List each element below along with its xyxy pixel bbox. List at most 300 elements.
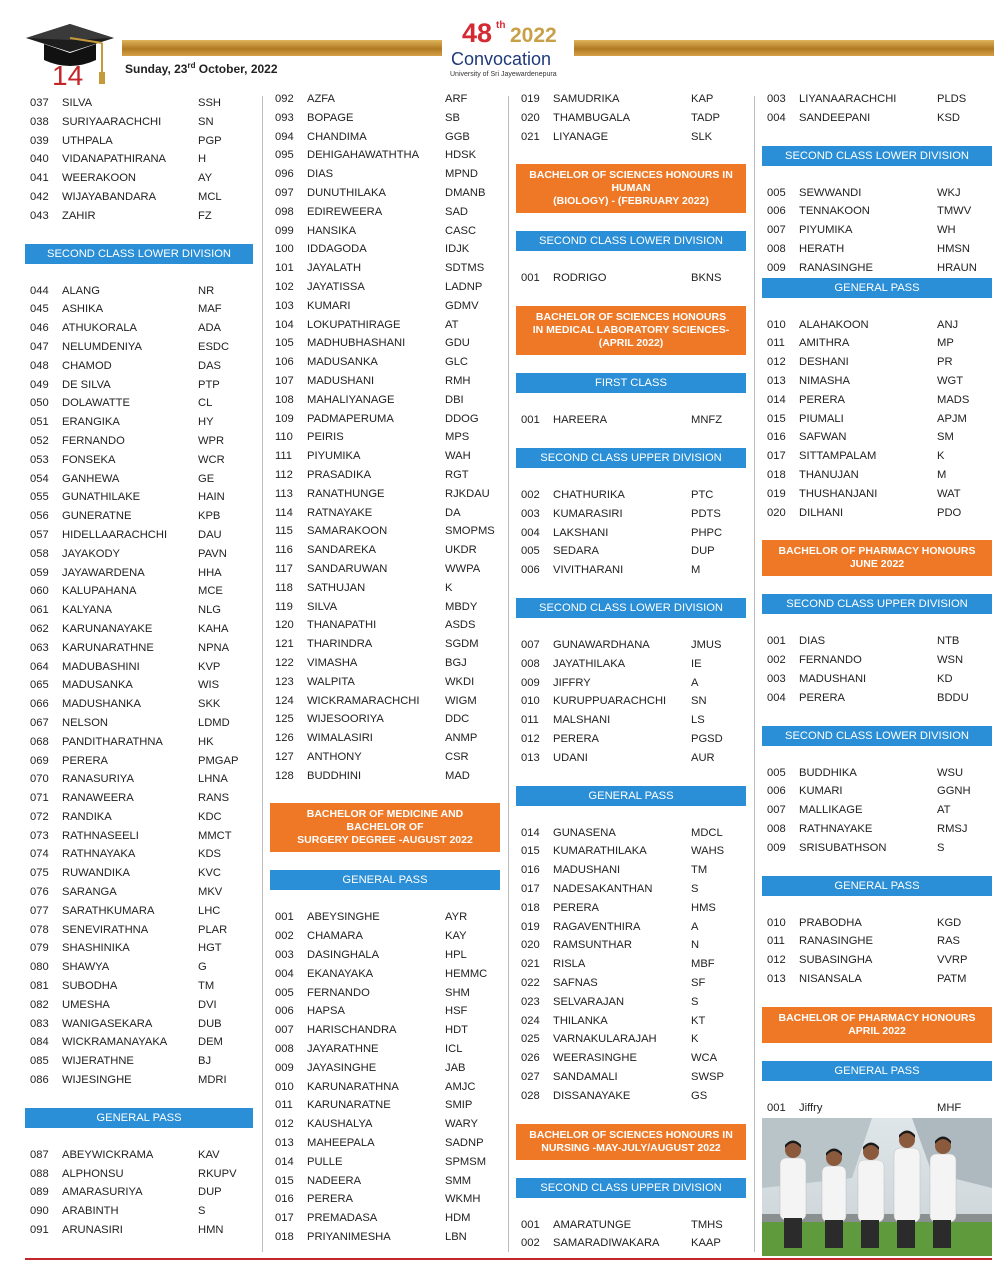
initials: PTC	[691, 488, 714, 501]
serial-number: 014	[275, 1155, 294, 1168]
serial-number: 007	[275, 1024, 294, 1037]
initials: HMSN	[937, 242, 970, 255]
degree-heading-line: SURGERY DEGREE -AUGUST 2022	[297, 834, 473, 847]
initials: GDU	[445, 337, 470, 350]
initials: HPL	[445, 949, 467, 962]
serial-number: 074	[30, 848, 49, 861]
list-item	[25, 132, 253, 151]
surname: MALLIKAGE	[799, 804, 863, 817]
surname: WICKRAMARACHCHI	[307, 694, 420, 707]
serial-number: 107	[275, 374, 294, 387]
serial-number: 005	[275, 986, 294, 999]
serial-number: 007	[767, 804, 786, 817]
surname: NELUMDENIYA	[62, 340, 142, 353]
surname: GUNATHILAKE	[62, 491, 141, 504]
list-item	[762, 353, 992, 372]
serial-number: 113	[275, 487, 293, 500]
surname: ALAHAKOON	[799, 318, 869, 331]
list-item	[516, 561, 746, 580]
serial-number: 052	[30, 434, 49, 447]
surname: HERATH	[799, 242, 845, 255]
surname: AMARATUNGE	[553, 1218, 632, 1231]
list-item	[270, 908, 500, 927]
surname: PIYUMIKA	[799, 224, 853, 237]
footer-rule	[25, 1258, 992, 1260]
serial-number: 016	[275, 1193, 294, 1206]
surname: JAYAWARDENA	[62, 566, 145, 579]
surname: ASHIKA	[62, 303, 104, 316]
section-heading: SECOND CLASS UPPER DIVISION	[516, 448, 746, 468]
surname: RANASINGHE	[799, 261, 873, 274]
surname: KAUSHALYA	[307, 1118, 373, 1131]
serial-number: 127	[275, 750, 294, 763]
initials: IDJK	[445, 243, 470, 256]
surname: NISANSALA	[799, 972, 862, 985]
surname: SENEVIRATHNA	[62, 923, 149, 936]
list-item	[762, 372, 992, 391]
surname: SARATHKUMARA	[62, 904, 155, 917]
serial-number: 001	[521, 1218, 540, 1231]
initials: WCA	[691, 1052, 718, 1065]
serial-number: 081	[30, 980, 49, 993]
initials: AT	[937, 804, 951, 817]
initials: MKV	[198, 886, 223, 899]
list-item	[25, 902, 253, 921]
graduate-list	[516, 269, 746, 288]
list-item	[516, 269, 746, 288]
serial-number: 104	[275, 318, 294, 331]
list-item	[25, 977, 253, 996]
surname: SHAWYA	[62, 961, 110, 974]
surname: RANASURIYA	[62, 773, 134, 786]
list-item	[270, 165, 500, 184]
list-item	[270, 598, 500, 617]
surname: LOKUPATHIRAGE	[307, 318, 401, 331]
list-item	[25, 845, 253, 864]
serial-number: 008	[521, 657, 540, 670]
list-item	[25, 752, 253, 771]
surname: WALPITA	[307, 675, 355, 688]
initials: DAS	[198, 359, 222, 372]
initials: AMJC	[445, 1080, 476, 1093]
serial-number: 075	[30, 867, 49, 880]
list-item	[25, 394, 253, 413]
list-item	[25, 639, 253, 658]
serial-number: 090	[30, 1205, 49, 1218]
list-item	[270, 522, 500, 541]
serial-number: 098	[275, 205, 294, 218]
initials: KGD	[937, 916, 962, 929]
list-item	[25, 714, 253, 733]
serial-number: 018	[521, 901, 540, 914]
serial-number: 001	[275, 911, 294, 924]
initials: SMIP	[445, 1099, 473, 1112]
list-item	[516, 486, 746, 505]
initials: SAD	[445, 205, 469, 218]
list-item	[762, 259, 992, 278]
list-item	[25, 958, 253, 977]
list-item	[516, 1216, 746, 1235]
list-item	[762, 932, 992, 951]
serial-number: 012	[767, 954, 786, 967]
serial-number: 083	[30, 1017, 49, 1030]
surname: DILHANI	[799, 506, 844, 519]
surname: RAMSUNTHAR	[553, 939, 632, 952]
serial-number: 120	[275, 619, 294, 632]
surname: KALYANA	[62, 604, 112, 617]
initials: MBDY	[445, 600, 478, 613]
surname: VIVITHARANI	[553, 564, 624, 577]
initials: ESDC	[198, 340, 230, 353]
surname: PRABODHA	[799, 916, 862, 929]
graduate-list	[25, 282, 253, 1090]
serial-number: 005	[767, 766, 786, 779]
surname: ERANGIKA	[62, 416, 120, 429]
surname: RATHNAYAKE	[799, 822, 873, 835]
initials: S	[691, 995, 699, 1008]
serial-number: 019	[767, 487, 786, 500]
initials: WSN	[937, 654, 964, 667]
initials: BJ	[198, 1055, 212, 1068]
list-item	[516, 636, 746, 655]
serial-number: 068	[30, 735, 49, 748]
initials: RANS	[198, 792, 230, 805]
list-item	[270, 710, 500, 729]
initials: KDC	[198, 810, 222, 823]
initials: LADNP	[445, 280, 483, 293]
initials: WKDI	[445, 675, 475, 688]
serial-number: 009	[767, 261, 786, 274]
serial-number: 010	[767, 916, 786, 929]
surname: IDDAGODA	[307, 243, 367, 256]
list-item	[270, 616, 500, 635]
list-item	[25, 1165, 253, 1184]
list-item	[270, 729, 500, 748]
initials: MNFZ	[691, 414, 723, 427]
serial-number: 095	[275, 149, 294, 162]
list-item	[270, 90, 500, 109]
serial-number: 014	[521, 826, 540, 839]
initials: DUP	[691, 545, 715, 558]
surname: AZFA	[307, 93, 335, 105]
initials: DVI	[198, 998, 217, 1011]
serial-number: 012	[767, 356, 786, 369]
initials: ANJ	[937, 318, 959, 331]
graduate-list	[516, 636, 746, 768]
initials: DUP	[198, 1186, 222, 1199]
serial-number: 096	[275, 168, 294, 181]
list-item	[25, 207, 253, 226]
list-item	[25, 808, 253, 827]
graduate-list	[270, 90, 500, 785]
serial-number: 093	[275, 111, 294, 124]
serial-number: 039	[30, 134, 49, 147]
list-item	[762, 466, 992, 485]
serial-number: 071	[30, 792, 49, 805]
initials: HDM	[445, 1212, 471, 1225]
initials: GGNH	[937, 785, 971, 798]
list-item	[25, 1202, 253, 1221]
serial-number: 091	[30, 1224, 49, 1237]
serial-number: 078	[30, 923, 49, 936]
surname: FERNANDO	[62, 434, 125, 447]
list-item	[25, 921, 253, 940]
surname: PULLE	[307, 1155, 343, 1168]
serial-number: 097	[275, 186, 294, 199]
list-item	[516, 1234, 746, 1253]
surname: ALPHONSU	[62, 1167, 124, 1180]
serial-number: 051	[30, 416, 49, 429]
list-item	[762, 334, 992, 353]
initials: ADA	[198, 322, 222, 335]
list-item	[25, 188, 253, 207]
serial-number: 124	[275, 694, 294, 707]
surname: HANSIKA	[307, 224, 357, 237]
initials: PAVN	[198, 547, 227, 560]
surname: FERNANDO	[799, 654, 862, 667]
surname: DIAS	[307, 168, 334, 181]
surname: DEHIGAHAWATHTHA	[307, 149, 420, 162]
surname: RATHNASEELI	[62, 829, 139, 842]
surname: SRISUBATHSON	[799, 841, 887, 854]
list-item	[25, 770, 253, 789]
serial-number: 025	[521, 1033, 540, 1046]
initials: HSF	[445, 1005, 468, 1018]
serial-number: 047	[30, 340, 49, 353]
surname: MAHALIYANAGE	[307, 393, 395, 406]
initials: HMS	[691, 901, 716, 914]
serial-number: 049	[30, 378, 49, 391]
initials: ASDS	[445, 619, 476, 632]
serial-number: 009	[275, 1061, 294, 1074]
initials: DUB	[198, 1017, 222, 1030]
serial-number: 118	[275, 581, 293, 594]
surname: JAYAKODY	[62, 547, 121, 560]
list-item	[516, 128, 746, 147]
list-item	[762, 447, 992, 466]
serial-number: 017	[767, 450, 786, 463]
list-item	[270, 560, 500, 579]
graduate-list	[762, 1099, 992, 1118]
surname: DE SILVA	[62, 378, 111, 391]
initials: AT	[445, 318, 459, 331]
initials: PDO	[937, 506, 962, 519]
surname: HIDELLAARACHCHI	[62, 528, 168, 541]
serial-number: 009	[521, 676, 540, 689]
list-item	[270, 466, 500, 485]
serial-number: 087	[30, 1148, 49, 1161]
initials: PTP	[198, 378, 220, 391]
initials: TM	[691, 864, 708, 877]
list-item	[516, 861, 746, 880]
list-item	[270, 1002, 500, 1021]
serial-number: 076	[30, 886, 49, 899]
initials: S	[198, 1205, 206, 1218]
surname: RANASINGHE	[799, 935, 873, 948]
initials: MMCT	[198, 829, 232, 842]
surname: JIFFRY	[553, 676, 591, 689]
list-item	[25, 113, 253, 132]
initials: SN	[198, 115, 214, 128]
list-item	[516, 90, 746, 109]
initials: CASC	[445, 224, 477, 237]
surname: WEERAKOON	[62, 172, 136, 185]
serial-number: 007	[767, 224, 786, 237]
serial-number: 013	[767, 374, 786, 387]
column-divider	[262, 96, 263, 1252]
list-item	[25, 827, 253, 846]
serial-number: 028	[521, 1089, 540, 1102]
surname: NIMASHA	[799, 374, 850, 387]
initials: AUR	[691, 751, 715, 764]
list-item	[25, 601, 253, 620]
surname: UDANI	[553, 751, 588, 764]
surname: PRASADIKA	[307, 468, 372, 481]
surname: FONSEKA	[62, 453, 116, 466]
surname: HAPSA	[307, 1005, 345, 1018]
surname: GUNAWARDHANA	[553, 638, 650, 651]
surname: JAYARATHNE	[307, 1043, 379, 1056]
initials: HDT	[445, 1024, 468, 1037]
initials: TMWV	[937, 205, 972, 218]
degree-heading-line: (BIOLOGY) - (FEBRUARY 2022)	[553, 195, 709, 208]
surname: WICKRAMANAYAKA	[62, 1036, 168, 1049]
surname: WANIGASEKARA	[62, 1017, 153, 1030]
list-item	[25, 939, 253, 958]
surname: PERERA	[799, 691, 846, 704]
list-item	[516, 993, 746, 1012]
initials: ARF	[445, 93, 468, 105]
initials: WSU	[937, 766, 964, 779]
list-item	[762, 428, 992, 447]
list-item	[762, 316, 992, 335]
initials: MP	[937, 337, 954, 350]
surname: EKANAYAKA	[307, 967, 374, 980]
serial-number: 062	[30, 622, 49, 635]
serial-number: 006	[275, 1005, 294, 1018]
initials: SF	[691, 976, 706, 989]
graduate-list	[762, 316, 992, 523]
serial-number: 013	[275, 1137, 294, 1150]
serial-number: 054	[30, 472, 49, 485]
surname: DESHANI	[799, 356, 849, 369]
list-item	[25, 1146, 253, 1165]
serial-number: 055	[30, 491, 49, 504]
serial-number: 060	[30, 585, 49, 598]
initials: NR	[198, 284, 215, 297]
header-bar-left	[122, 40, 442, 56]
list-item	[762, 410, 992, 429]
serial-number: 058	[30, 547, 49, 560]
surname: DISSANAYAKE	[553, 1089, 631, 1102]
surname: WIJESOORIYA	[307, 713, 384, 726]
degree-heading-line: (APRIL 2022)	[598, 337, 664, 350]
column-4	[762, 88, 992, 1118]
list-item	[270, 927, 500, 946]
initials: APJM	[937, 412, 967, 425]
surname: JAYALATH	[307, 262, 362, 275]
list-item	[762, 951, 992, 970]
surname: THAMBUGALA	[553, 111, 631, 124]
initials: BKNS	[691, 272, 722, 285]
serial-number: 128	[275, 769, 294, 782]
serial-number: 003	[767, 93, 786, 105]
list-item	[762, 391, 992, 410]
list-item	[270, 1153, 500, 1172]
serial-number: 010	[767, 318, 786, 331]
surname: BUDDHIKA	[799, 766, 857, 779]
serial-number: 122	[275, 656, 294, 669]
list-item	[270, 334, 500, 353]
list-item	[270, 635, 500, 654]
list-item	[25, 789, 253, 808]
initials: KAY	[445, 930, 467, 943]
initials: KPB	[198, 510, 221, 523]
list-item	[25, 300, 253, 319]
surname: THUSHANJANI	[799, 487, 878, 500]
serial-number: 006	[767, 205, 786, 218]
initials: TADP	[691, 111, 721, 124]
initials: DDOG	[445, 412, 479, 425]
initials: HK	[198, 735, 214, 748]
list-item	[762, 970, 992, 989]
serial-number: 010	[275, 1080, 294, 1093]
initials: PATM	[937, 972, 967, 985]
initials: RJKDAU	[445, 487, 490, 500]
surname: SAMARADIWAKARA	[553, 1237, 660, 1250]
section-heading: SECOND CLASS LOWER DIVISION	[516, 598, 746, 618]
serial-number: 089	[30, 1186, 49, 1199]
initials: KAHA	[198, 622, 229, 635]
initials: KSD	[937, 111, 961, 124]
logo-title: Convocation	[451, 49, 552, 69]
surname: WEERASINGHE	[553, 1052, 637, 1065]
serial-number: 012	[275, 1118, 294, 1131]
list-item	[270, 240, 500, 259]
initials: PR	[937, 356, 953, 369]
serial-number: 110	[275, 431, 293, 444]
serial-number: 015	[521, 845, 540, 858]
list-item	[270, 447, 500, 466]
surname: SATHUJAN	[307, 581, 366, 594]
surname: SANDEEPANI	[799, 111, 871, 124]
graduate-list	[270, 908, 500, 1246]
logo-number: 48	[462, 18, 493, 48]
list-item	[762, 914, 992, 933]
list-item	[270, 391, 500, 410]
list-item	[270, 748, 500, 767]
serial-number: 061	[30, 604, 49, 617]
surname: SANDAMALI	[553, 1070, 618, 1083]
initials: PDTS	[691, 507, 721, 520]
initials: RAS	[937, 935, 961, 948]
serial-number: 004	[767, 691, 786, 704]
serial-number: 059	[30, 566, 49, 579]
surname: SUBODHA	[62, 980, 118, 993]
serial-number: 023	[521, 995, 540, 1008]
initials: BDDU	[937, 691, 969, 704]
initials: CL	[198, 397, 213, 410]
graduate-list	[762, 632, 992, 707]
list-item	[25, 582, 253, 601]
surname: PANDITHARATHNA	[62, 735, 163, 748]
surname: MALSHANI	[553, 714, 611, 727]
initials: MBF	[691, 958, 715, 971]
serial-number: 004	[767, 111, 786, 124]
initials: GGB	[445, 130, 470, 143]
serial-number: 027	[521, 1070, 540, 1083]
list-item	[270, 184, 500, 203]
